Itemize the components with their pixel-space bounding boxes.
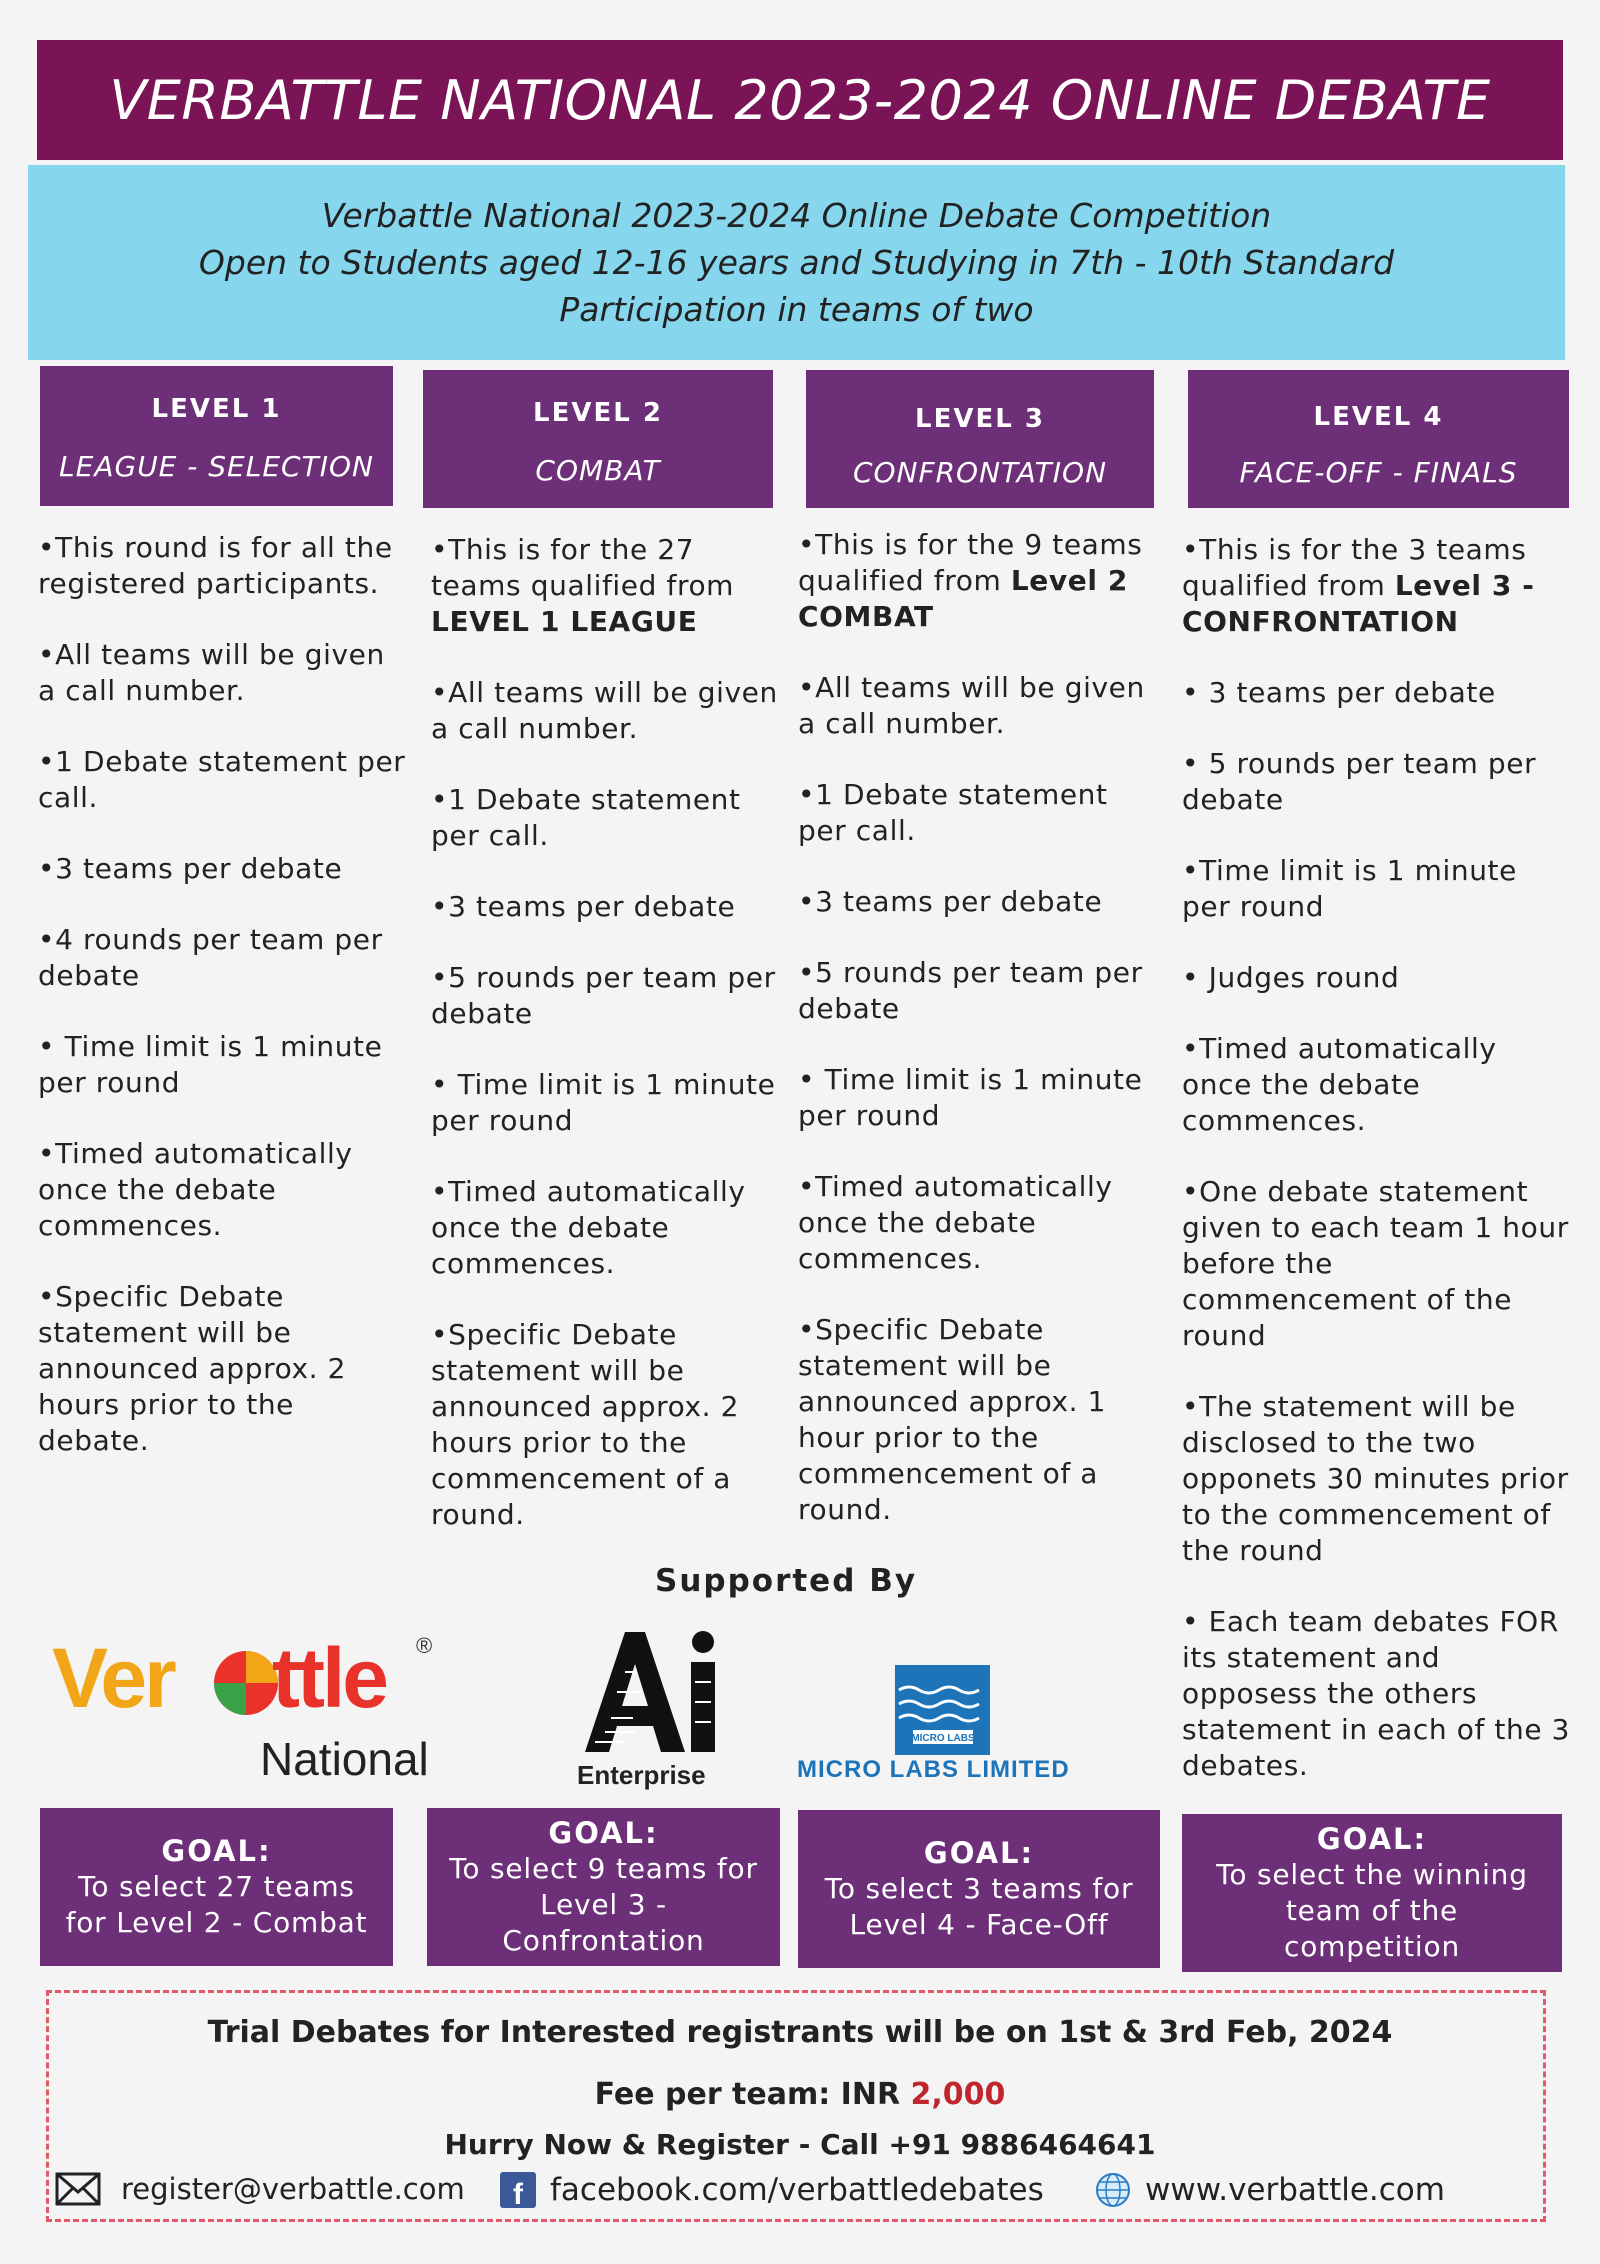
list-item: • Judges round <box>1182 961 1400 994</box>
list-item: • Each team debates FOR its statement and opposess the others statement in each of the 3 debates. <box>1182 1605 1571 1782</box>
list-item: •3 teams per debate <box>798 885 1103 918</box>
fee-line <box>0 2077 1600 2112</box>
list-item: • Time limit is 1 minute per round <box>431 1068 776 1137</box>
list-item: •1 Debate statement per call. <box>798 778 1108 847</box>
list-item: • 3 teams per debate <box>1182 676 1496 709</box>
list-item: •Timed automatically once the debate commences. <box>431 1175 746 1280</box>
email-address[interactable]: register@verbattle.com <box>121 2172 465 2206</box>
globe-icon <box>1095 2172 1131 2208</box>
level-3-points <box>798 527 1160 1563</box>
list-item: • Time limit is 1 minute per round <box>38 1030 383 1099</box>
level-2-name: COMBAT <box>535 454 661 487</box>
ai-enterprise-graphic <box>565 1622 735 1792</box>
fee-label: Fee per team: INR <box>594 2077 901 2112</box>
goal-text: To select 3 teams for Level 4 - Face-Off <box>824 1872 1134 1941</box>
list-item: •Timed automatically once the debate commences. <box>38 1137 353 1242</box>
facebook-icon <box>500 2172 536 2208</box>
facebook-url[interactable]: facebook.com/verbattledebates <box>550 2172 1044 2208</box>
ai-dot-icon <box>692 1631 714 1653</box>
level-3-intro-bold: Level 2 COMBAT <box>798 564 1128 633</box>
level-4-intro: •This is for the 3 teams qualified from <box>1182 533 1527 602</box>
ai-letter-i-icon <box>691 1662 715 1752</box>
level-1-points <box>38 530 408 1494</box>
level-1-name: LEAGUE - SELECTION <box>59 450 374 483</box>
verbattle-logo-graphic <box>50 1625 450 1785</box>
intro-line-2: Open to Students aged 12-16 years and Studying in 7th - 10th Standard <box>198 243 1395 282</box>
verbattle-wordmark-a: Ver <box>52 1631 174 1725</box>
level-4-intro-bold: Level 3 - CONFRONTATION <box>1182 569 1535 638</box>
supported-by-heading: Supported By <box>655 1563 918 1599</box>
intro-line-3: Participation in teams of two <box>559 290 1034 329</box>
trial-debates-text: Trial Debates for Interested registrants will be on 1st & 3rd Feb, 2024 <box>207 2015 1393 2050</box>
list-item: •1 Debate statement per call. <box>431 783 741 852</box>
ai-enterprise-logo <box>565 1622 735 1792</box>
level-3-intro: •This is for the 9 teams qualified from <box>798 528 1143 597</box>
goal-text: To select 9 teams for Level 3 - Confrontation <box>449 1852 758 1957</box>
level-2-intro: •This is for the 27 teams qualified from <box>431 533 735 602</box>
list-item: •5 rounds per team per debate <box>798 956 1143 1025</box>
list-item: •One debate statement given to each team 1 hour before the commencement of the round <box>1182 1175 1569 1352</box>
level-2-intro-bold: LEVEL 1 LEAGUE <box>431 605 698 638</box>
verbattle-logo <box>50 1625 450 1785</box>
goal-text: To select the winning team of the competition <box>1216 1858 1528 1963</box>
list-item: •Time limit is 1 minute per round <box>1182 854 1517 923</box>
list-item: •Specific Debate statement will be announced approx. 1 hour prior to the commencement of a round. <box>798 1313 1107 1526</box>
level-4-number: LEVEL 4 <box>1313 402 1444 432</box>
list-item: •Timed automatically once the debate commences. <box>798 1170 1113 1275</box>
goal-label: GOAL: <box>923 1836 1035 1870</box>
goal-box-level-3 <box>798 1810 1160 1968</box>
list-item: • 5 rounds per team per debate <box>1182 747 1537 816</box>
goal-box-level-1 <box>40 1808 393 1966</box>
level-3-number: LEVEL 3 <box>915 404 1045 434</box>
goal-label: GOAL: <box>548 1816 659 1850</box>
level-2-number: LEVEL 2 <box>533 398 663 428</box>
goal-text: To select 27 teams for Level 2 - Combat <box>65 1870 368 1939</box>
list-item <box>1182 532 1572 640</box>
register-call-text: Hurry Now & Register - Call +91 9886464641 <box>444 2128 1156 2161</box>
goal-box-level-4 <box>1182 1814 1562 1972</box>
list-item: •5 rounds per team per debate <box>431 961 776 1030</box>
email-contact[interactable] <box>55 2172 465 2206</box>
level-2-header <box>423 370 773 508</box>
fee-amount: 2,000 <box>910 2077 1006 2112</box>
list-item <box>798 527 1160 635</box>
list-item: •All teams will be given a call number. <box>38 638 385 707</box>
website-contact[interactable] <box>1095 2172 1445 2208</box>
list-item <box>431 532 791 640</box>
list-item: •3 teams per debate <box>38 852 343 885</box>
verbattle-national-label: National <box>260 1733 429 1785</box>
list-item: •The statement will be disclosed to the two opponets 30 minutes prior to the commencement of the round <box>1182 1390 1569 1567</box>
verbattle-wordmark-b: ttle <box>272 1631 386 1725</box>
intro-line-1: Verbattle National 2023-2024 Online Debate Competition <box>321 196 1272 235</box>
level-4-header <box>1188 370 1569 508</box>
level-3-header <box>806 370 1154 508</box>
registered-mark: ® <box>416 1633 433 1658</box>
level-1-header <box>40 366 393 506</box>
list-item: •All teams will be given a call number. <box>431 676 778 745</box>
micro-labs-badge-text: MICRO LABS <box>911 1733 975 1744</box>
level-3-name: CONFRONTATION <box>852 456 1108 489</box>
level-4-name: FACE-OFF - FINALS <box>1239 456 1518 489</box>
page-title: VERBATTLE NATIONAL 2023-2024 ONLINE DEBATE <box>37 40 1563 160</box>
goal-label: GOAL: <box>1316 1822 1428 1856</box>
list-item: •This round is for all the registered participants. <box>38 531 393 600</box>
list-item: •All teams will be given a call number. <box>798 671 1145 740</box>
website-url[interactable]: www.verbattle.com <box>1145 2172 1445 2208</box>
list-item: •1 Debate statement per call. <box>38 745 406 814</box>
list-item: •Timed automatically once the debate commences. <box>1182 1032 1497 1137</box>
intro-banner <box>28 165 1565 360</box>
list-item: •3 teams per debate <box>431 890 736 923</box>
micro-labs-name: MICRO LABS LIMITED <box>797 1756 1070 1783</box>
level-1-number: LEVEL 1 <box>151 394 282 424</box>
list-item: • Time limit is 1 minute per round <box>798 1063 1143 1132</box>
level-4-points <box>1182 532 1572 1819</box>
facebook-contact[interactable] <box>500 2172 1044 2208</box>
micro-labs-graphic <box>795 1660 1095 1785</box>
list-item: •Specific Debate statement will be announced approx. 2 hours prior to the commencement of a round. <box>431 1318 740 1531</box>
svg-text:f: f <box>513 2178 523 2208</box>
micro-labs-logo <box>795 1660 1095 1785</box>
list-item: •4 rounds per team per debate <box>38 923 383 992</box>
list-item: •Specific Debate statement will be announced approx. 2 hours prior to the debate. <box>38 1280 347 1457</box>
goal-box-level-2 <box>427 1808 780 1966</box>
goal-label: GOAL: <box>161 1834 272 1868</box>
ai-enterprise-label: Enterprise <box>577 1760 706 1790</box>
level-2-points <box>431 532 791 1568</box>
mail-icon <box>55 2172 101 2206</box>
